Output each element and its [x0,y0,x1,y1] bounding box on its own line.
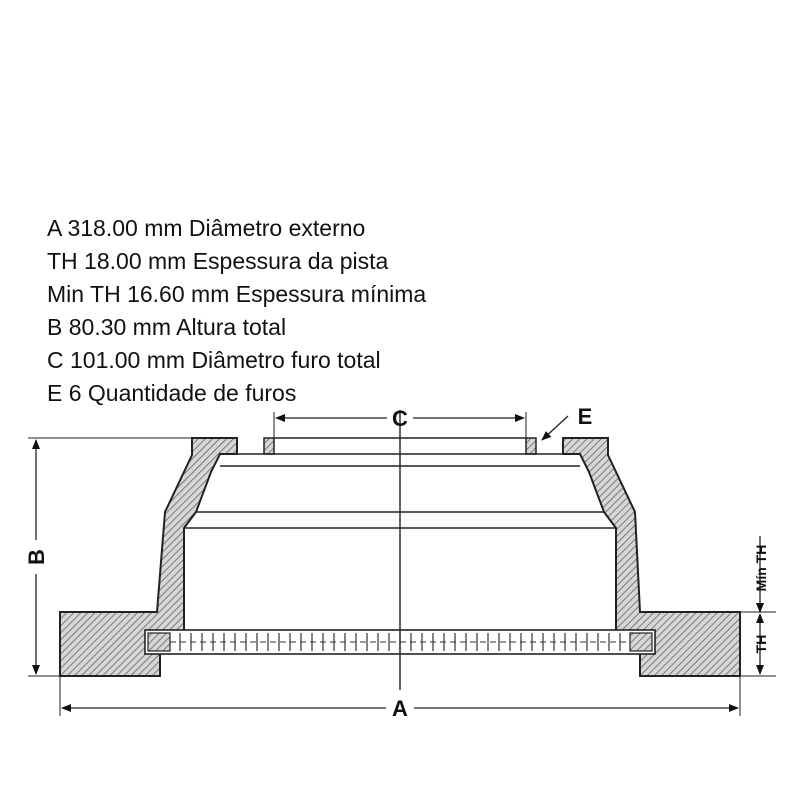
spec-thickness: TH 18.00 mm Espessura da pista [47,248,389,274]
dim-label-b: B [24,549,49,565]
hat-flange-right [526,438,536,454]
spec-hole-diameter: C 101.00 mm Diâmetro furo total [47,347,381,373]
dimension-th [740,536,776,676]
dimension-e [542,404,592,440]
hat-flange-left [264,438,274,454]
dim-label-a: A [392,696,408,721]
spec-outer-diameter: A 318.00 mm Diâmetro externo [47,215,366,241]
dim-label-c: C [392,406,408,431]
dim-label-min-th: Mín TH [753,544,769,592]
spec-min-thickness: Min TH 16.60 mm Espessura mínima [47,281,427,307]
dim-label-e: E [577,404,593,429]
spec-list [47,212,426,410]
spec-hole-count: E 6 Quantidade de furos [47,380,297,406]
dim-label-th: TH [753,634,769,654]
spec-total-height: B 80.30 mm Altura total [47,314,287,340]
